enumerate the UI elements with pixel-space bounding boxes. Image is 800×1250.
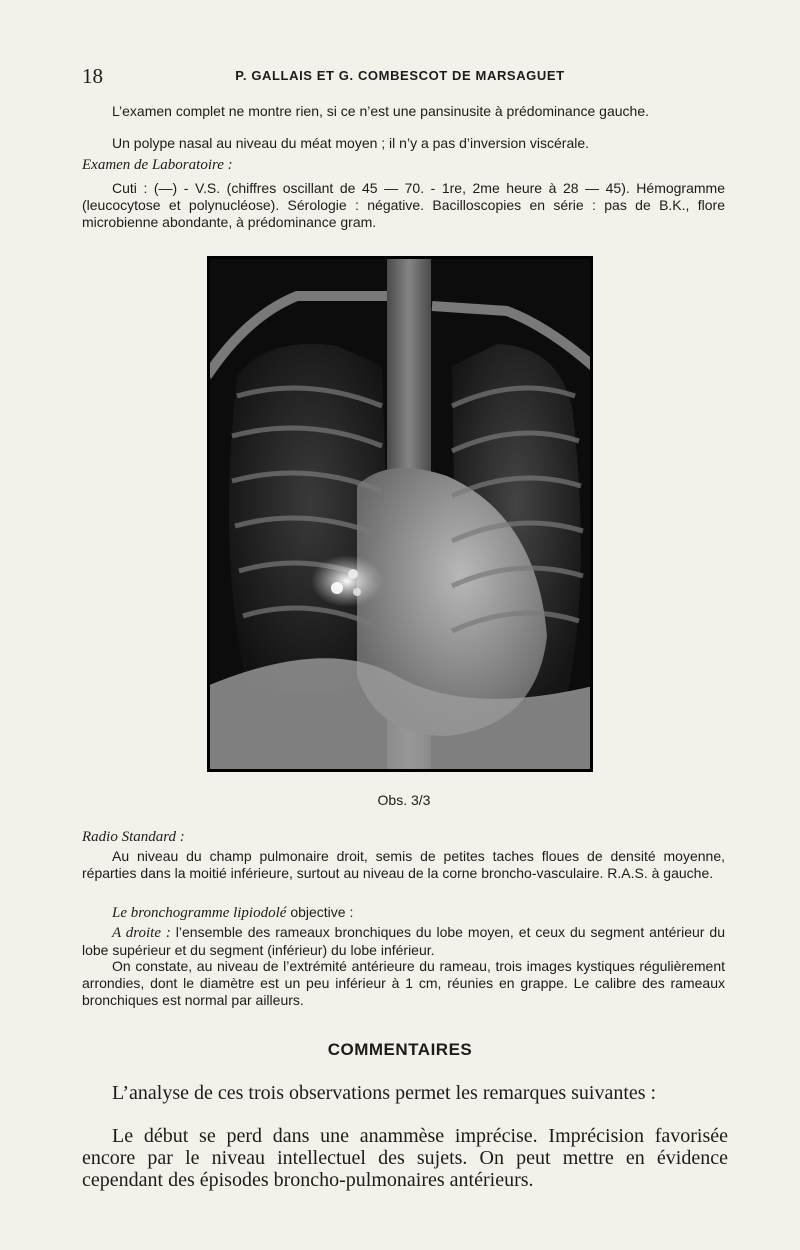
paragraph-polype: Un polype nasal au niveau du méat moyen ; il n’y a pas d’inversion viscérale. [112, 135, 590, 151]
paragraph-examen: L’examen complet ne montre rien, si ce n’est une pansinusite à prédominance gauche. [112, 103, 649, 119]
section-heading-commentaires: COMMENTAIRES [327, 1040, 473, 1059]
page-number: 18 [82, 64, 103, 88]
a-droite-text: l’ensemble des rameaux bronchiques du lobe moyen, et ceux du segment antérieur du lobe supérieur et du segment (inférieur) du lobe inférieur. [82, 924, 725, 958]
figure-caption: Obs. 3/3 [377, 792, 431, 808]
running-title: P. GALLAIS ET G. COMBESCOT DE MARSAGUET [235, 68, 565, 83]
heading-radio-standard: Radio Standard : [82, 829, 185, 845]
chest-xray-figure [207, 256, 593, 772]
bronchogramme-label: Le bronchogramme lipiodolé [112, 905, 287, 921]
bronchogramme-text: objective : [286, 904, 354, 920]
heading-laboratoire: Examen de Laboratoire : [82, 157, 233, 173]
paragraph-laboratoire: Cuti : (—) - V.S. (chiffres oscillant de 45 — 70. - 1re, 2me heure à 28 — 45). Hémogramme (leucocytose et polynucléose). Sérologie : négative. Bacilloscopies en série : pas de B.K., flore microbienne abondante, à prédominance gram. [82, 180, 725, 230]
paragraph-constate: On constate, au niveau de l’extrémité antérieure du rameau, trois images kystiques régulièrement arrondies, dont le diamètre est un peu inférieur à 1 cm, réunies en grappe. Le calibre des rameaux bronchiques est normal par ailleurs. [82, 958, 725, 1008]
paragraph-radio: Au niveau du champ pulmonaire droit, semis de petites taches floues de densité moyenne, réparties dans la moitié inférieure, surtout au niveau de la corne broncho-vasculaire. R.A.S. à gauche. [82, 848, 725, 881]
paragraph-analyse: L’analyse de ces trois observations permet les remarques suivantes : [112, 1082, 657, 1104]
paragraph-debut: Le début se perd dans une anammèse imprécise. Imprécision favorisée encore par le niveau intellectuel des sujets. On peut mettre en évidence cependant des épisodes broncho-pulmonaires antérieurs. [82, 1125, 728, 1191]
a-droite-label: A droite : [112, 925, 171, 941]
cystic-opacity [311, 555, 383, 607]
paragraph-bronchogramme [82, 904, 725, 922]
paragraph-a-droite [82, 924, 725, 959]
chest-xray-image [207, 256, 593, 772]
